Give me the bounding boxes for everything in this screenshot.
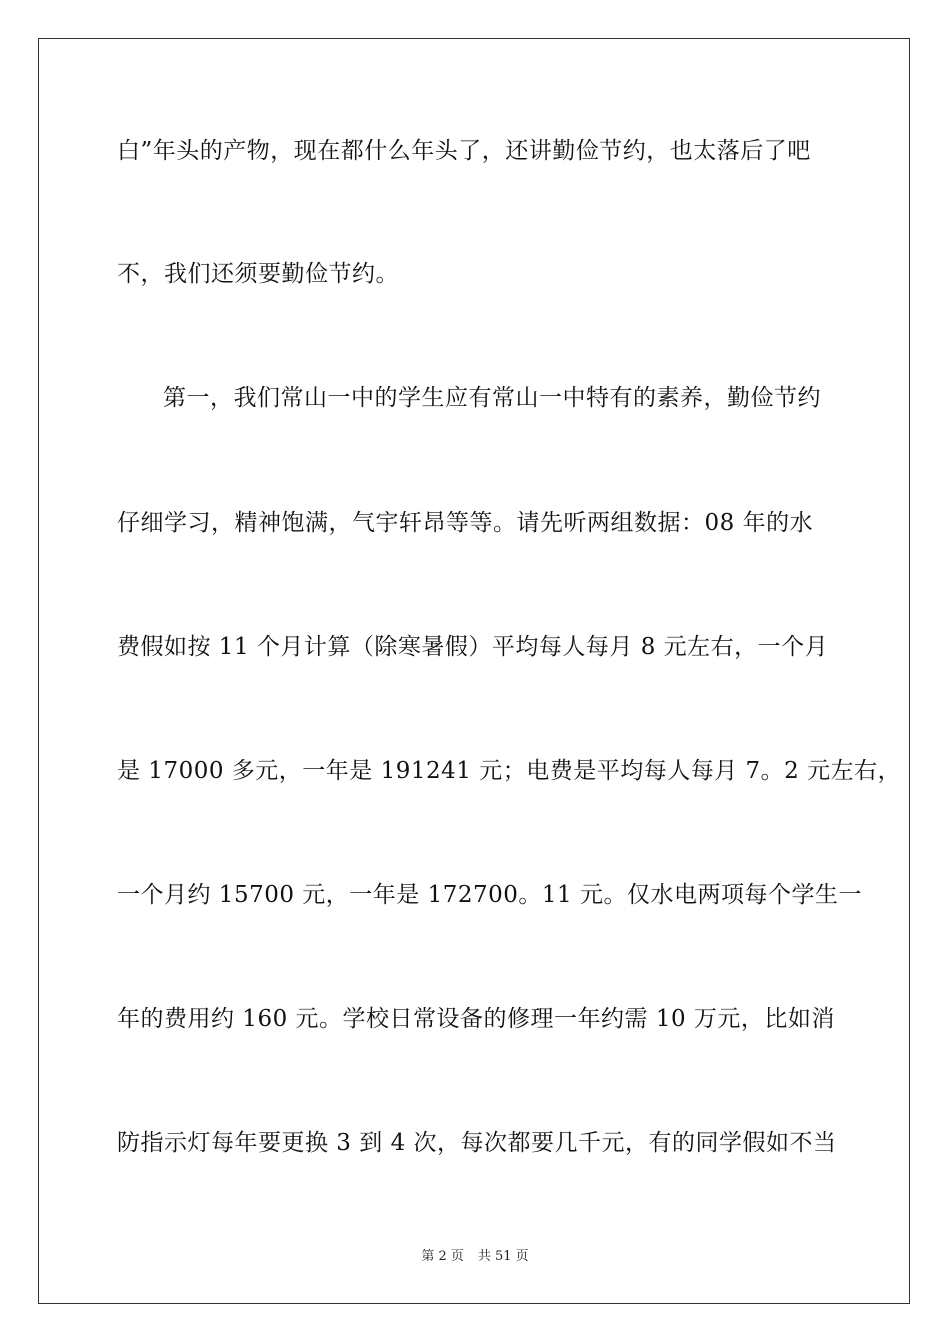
text-line-1: 白”年头的产物，现在都什么年头了，还讲勤俭节约，也太落后了吧 — [117, 138, 811, 164]
text-line-5: 费假如按 11 个月计算（除寒暑假）平均每人每月 8 元左右，一个月 — [117, 634, 829, 660]
text-line-4: 仔细学习，精神饱满，气宇轩昂等等。请先听两组数据：08 年的水 — [117, 510, 814, 536]
text-line-7: 一个月约 15700 元，一年是 172700。11 元。仅水电两项每个学生一 — [117, 882, 862, 908]
page-number: 第 2 页 — [421, 1249, 464, 1264]
page-border — [38, 38, 910, 1304]
text-line-9: 防指示灯每年要更换 3 到 4 次，每次都要几千元，有的同学假如不当 — [117, 1130, 837, 1156]
page-footer — [0, 1248, 950, 1266]
text-line-2: 不，我们还须要勤俭节约。 — [117, 261, 399, 287]
text-line-6: 是 17000 多元，一年是 191241 元；电费是平均每人每月 7。2 元左右， — [117, 758, 902, 784]
total-pages: 共 51 页 — [477, 1249, 529, 1264]
text-line-8: 年的费用约 160 元。学校日常设备的修理一年约需 10 万元，比如消 — [117, 1006, 835, 1032]
paragraph-start-line: 第一，我们常山一中的学生应有常山一中特有的素养，勤俭节约 — [163, 385, 821, 411]
